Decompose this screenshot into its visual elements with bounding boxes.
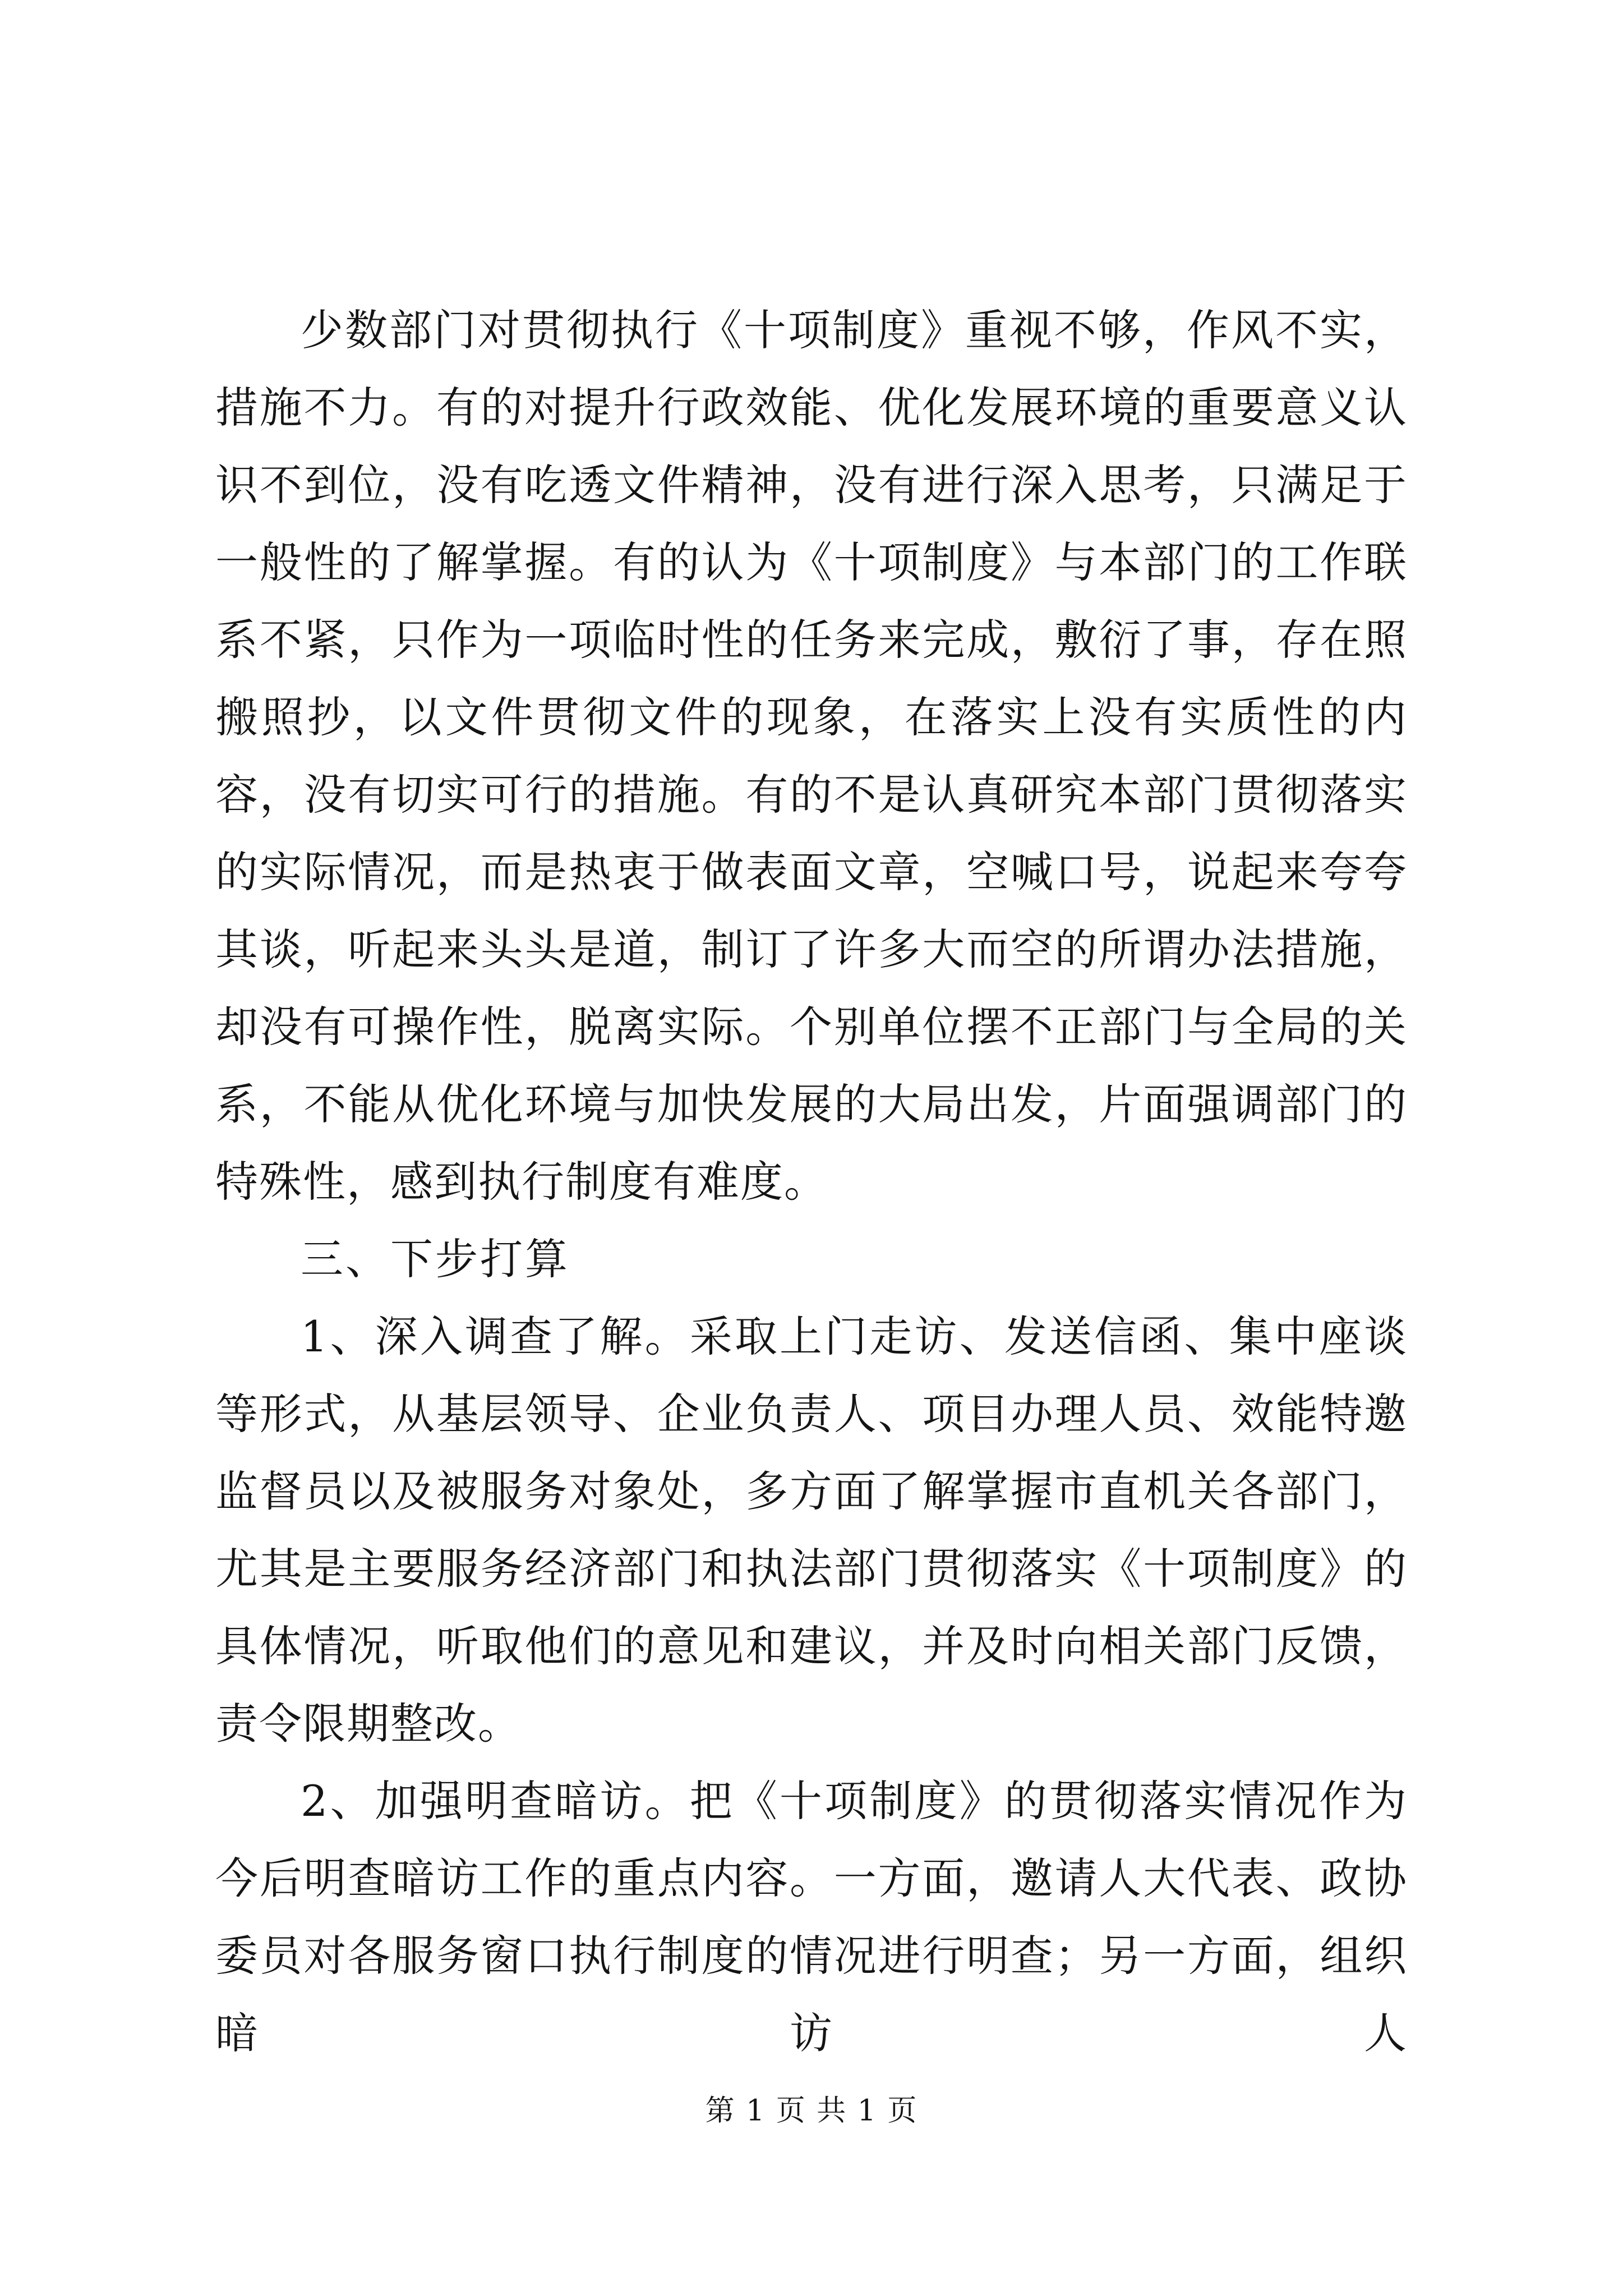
page-footer: 第 1 页 共 1 页 <box>705 2094 918 2128</box>
paragraph-problems: 少数部门对贯彻执行《十项制度》重视不够，作风不实，措施不力。有的对提升行政效能、优化发展环境的重要意义认识不到位，没有吃透文件精神，没有进行深入思考，只满足于一般性的了解掌握。有的认为《十项制度》与本部门的工作联系不紧，只作为一项临时性的任务来完成，敷衍了事，存在照搬照抄，以文件贯彻文件的现象，在落实上没有实质性的内容，没有切实可行的措施。有的不是认真研究本部门贯彻落实的实际情况，而是热衷于做表面文章，空喊口号，说起来夸夸其谈，听起来头头是道，制订了许多大而空的所谓办法措施，却没有可操作性，脱离实际。个别单位摆不正部门与全局的关系，不能从优化环境与加快发展的大局出发，片面强调部门的特殊性，感到执行制度有难度。 <box>215 305 1408 1207</box>
document-body <box>215 292 1408 2072</box>
section-heading-next-steps: 三、下步打算 <box>301 1234 570 1284</box>
paragraph-inspection: 2、加强明查暗访。把《十项制度》的贯彻落实情况作为今后明查暗访工作的重点内容。一方面，邀请人大代表、政协委员对各服务窗口执行制度的情况进行明查；另一方面，组织暗访人 <box>215 1776 1408 2058</box>
paragraph-investigation: 1、深入调查了解。采取上门走访、发送信函、集中座谈等形式，从基层领导、企业负责人、项目办理人员、效能特邀监督员以及被服务对象处，多方面了解掌握市直机关各部门，尤其是主要服务经济部门和执法部门贯彻落实《十项制度》的具体情况，听取他们的意见和建议，并及时向相关部门反馈，责令限期整改。 <box>215 1312 1408 1749</box>
